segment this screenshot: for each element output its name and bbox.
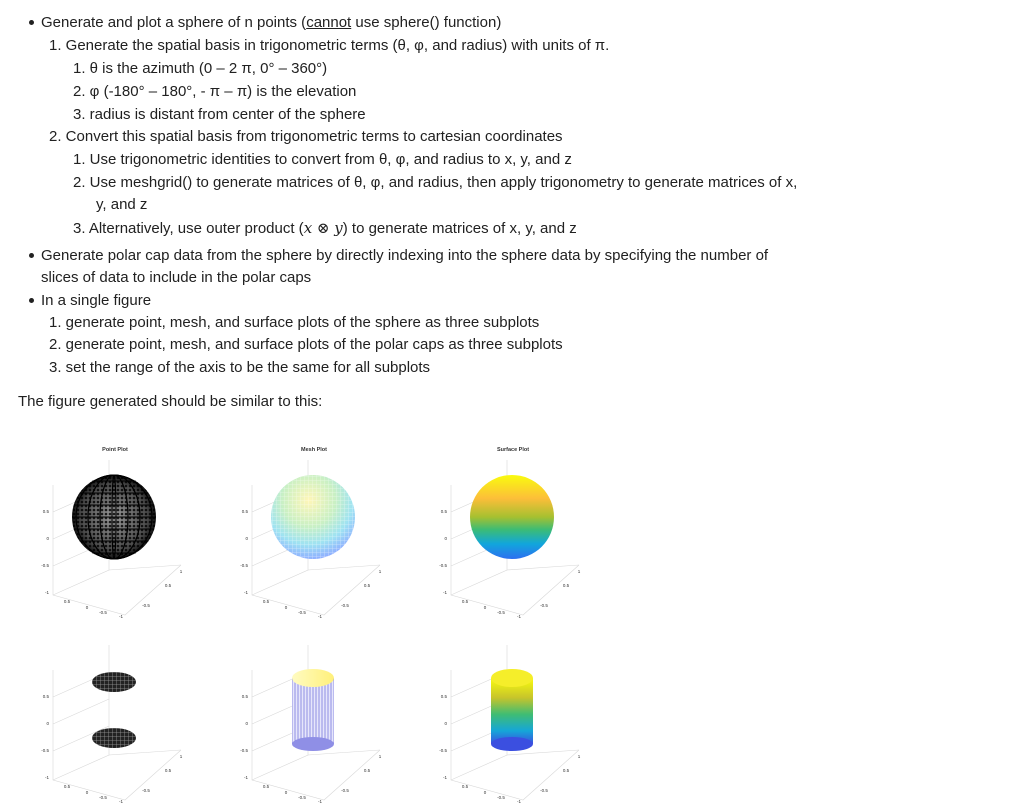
x-tick-label: -0.5: [142, 788, 150, 793]
y-tick-label: 0: [284, 605, 288, 610]
axis-edge: [109, 750, 181, 755]
item-2-2-cont: y, and z: [96, 196, 148, 213]
y-tick-label: -0.5: [497, 795, 505, 800]
z-tick-label: -0.5: [41, 748, 49, 753]
item-3-1: 1. generate point, mesh, and surface plots of the sphere as three subplots: [49, 314, 540, 331]
x-tick-label: 1: [378, 569, 382, 574]
x-tick-label: 1: [179, 569, 183, 574]
z-tick-label: -0.5: [240, 748, 248, 753]
y-tick-label: -0.5: [99, 795, 107, 800]
subplot-r1-c2: [240, 447, 382, 619]
y-tick-label: 0: [284, 790, 288, 795]
item-1-3: 3. radius is distant from center of the sphere: [73, 106, 366, 123]
y-tick-label: -1: [516, 799, 522, 804]
subplot-r2-c2: [240, 645, 382, 804]
bullet-2: Generate polar cap data from the sphere by directly indexing into the sphere data by specifying the number of: [41, 247, 769, 264]
underlined-cannot: cannot: [306, 14, 352, 31]
z-tick-label: -1: [442, 775, 447, 780]
x-tick-label: 0.5: [363, 768, 371, 773]
z-tick-label: 0: [46, 721, 49, 726]
y-tick-label: -1: [118, 614, 124, 619]
x-tick-label: -0.5: [341, 603, 349, 608]
y-tick-label: -1: [317, 799, 323, 804]
outer-product-math: x ⊗ y: [303, 219, 343, 237]
z-tick-label: -1: [442, 590, 447, 595]
subplot-title: Mesh Plot: [301, 447, 327, 453]
y-tick-label: 0: [85, 605, 89, 610]
y-tick-label: -0.5: [298, 610, 306, 615]
subplot-title: Surface Plot: [496, 447, 530, 453]
x-tick-label: 0.5: [164, 768, 172, 773]
y-tick-label: 0.5: [63, 784, 71, 789]
y-tick-label: -1: [118, 799, 124, 804]
z-tick-label: 0.5: [42, 694, 49, 699]
y-tick-label: -0.5: [99, 610, 107, 615]
subplot-r1-c1: [41, 447, 183, 619]
y-tick-label: -0.5: [298, 795, 306, 800]
z-tick-label: -1: [243, 590, 248, 595]
item-2: 2. Convert this spatial basis from trigonometric terms to cartesian coordinates: [49, 128, 563, 145]
item-3-3: 3. set the range of the axis to be the same for all subplots: [49, 359, 431, 376]
z-tick-label: 0.5: [241, 509, 248, 514]
y-tick-label: -0.5: [497, 610, 505, 615]
z-tick-label: -0.5: [439, 748, 447, 753]
item-2-3: 3. Alternatively, use outer product (x ⊗ y) to generate matrices of x, y, and z: [73, 219, 577, 237]
x-tick-label: -0.5: [142, 603, 150, 608]
z-tick-label: -0.5: [439, 563, 447, 568]
bullet-3: In a single figure: [41, 292, 152, 309]
x-tick-label: 1: [179, 754, 183, 759]
grid-line: [53, 699, 109, 724]
y-tick-label: 0.5: [63, 599, 71, 604]
subplot-r2-c3: [439, 645, 581, 804]
x-tick-label: 0.5: [363, 583, 371, 588]
z-tick-label: 0: [46, 536, 49, 541]
x-tick-label: 1: [577, 569, 581, 574]
item-1-2: 2. φ (-180° – 180°, - π – π) is the elevation: [73, 83, 357, 100]
axis-edge: [109, 565, 181, 570]
z-tick-label: 0.5: [440, 509, 447, 514]
x-tick-label: 0.5: [164, 583, 172, 588]
y-tick-label: 0.5: [461, 599, 469, 604]
figure-caption: The figure generated should be similar to this:: [18, 393, 323, 410]
bullet-1: Generate and plot a sphere of n points (cannot use sphere() function): [41, 14, 502, 31]
y-tick-label: -1: [516, 614, 522, 619]
z-tick-label: -1: [44, 775, 49, 780]
z-tick-label: -0.5: [240, 563, 248, 568]
x-tick-label: 1: [378, 754, 382, 759]
z-tick-label: 0: [444, 721, 447, 726]
z-tick-label: -1: [44, 590, 49, 595]
z-tick-label: 0.5: [42, 509, 49, 514]
y-tick-label: 0.5: [461, 784, 469, 789]
y-tick-label: 0: [483, 605, 487, 610]
bottom-cap-grid: [92, 728, 136, 748]
z-tick-label: 0.5: [440, 694, 447, 699]
x-tick-label: 0.5: [562, 768, 570, 773]
bullet-2-cont: slices of data to include in the polar caps: [41, 269, 312, 286]
y-tick-label: 0.5: [262, 599, 270, 604]
axis-edge: [507, 750, 579, 755]
z-tick-label: 0: [245, 721, 248, 726]
axis-box: [53, 645, 181, 800]
x-tick-label: -0.5: [540, 788, 548, 793]
item-3-2: 2. generate point, mesh, and surface plots of the polar caps as three subplots: [49, 336, 563, 353]
surface-sphere: [470, 475, 554, 559]
x-tick-label: 0.5: [562, 583, 570, 588]
mesh-sphere-grid: [271, 475, 355, 559]
mesh-cylinder-bottom: [292, 737, 334, 751]
item-2-1: 1. Use trigonometric identities to convert from θ, φ, and radius to x, y, and z: [73, 151, 572, 168]
subplot-title: Point Plot: [102, 447, 128, 453]
item-1: 1. Generate the spatial basis in trigonometric terms (θ, φ, and radius) with units of π.: [49, 37, 610, 54]
y-tick-label: 0: [483, 790, 487, 795]
x-tick-label: -0.5: [540, 603, 548, 608]
y-tick-label: 0.5: [262, 784, 270, 789]
top-cap-grid: [92, 672, 136, 692]
z-tick-label: 0: [245, 536, 248, 541]
z-tick-label: 0: [444, 536, 447, 541]
x-tick-label: 1: [577, 754, 581, 759]
axis-edge: [308, 750, 380, 755]
z-tick-label: -0.5: [41, 563, 49, 568]
item-1-1: 1. θ is the azimuth (0 – 2 π, 0° – 360°): [73, 60, 328, 77]
z-tick-label: -1: [243, 775, 248, 780]
mesh-cylinder-top: [292, 669, 334, 687]
axis-edge: [53, 645, 109, 780]
subplot-r2-c1: [41, 645, 183, 804]
axis-edge: [507, 565, 579, 570]
item-2-2: 2. Use meshgrid() to generate matrices of θ, φ, and radius, then apply trigonometry to generate matrices of x,: [73, 174, 798, 191]
surface-cylinder-top: [491, 669, 533, 687]
axis-edge: [308, 565, 380, 570]
y-tick-label: -1: [317, 614, 323, 619]
z-tick-label: 0.5: [241, 694, 248, 699]
surface-cylinder: [491, 678, 533, 744]
y-tick-label: 0: [85, 790, 89, 795]
x-tick-label: -0.5: [341, 788, 349, 793]
mesh-cylinder-lines: [292, 678, 334, 744]
subplot-r1-c3: [439, 447, 581, 619]
surface-cylinder-bottom: [491, 737, 533, 751]
